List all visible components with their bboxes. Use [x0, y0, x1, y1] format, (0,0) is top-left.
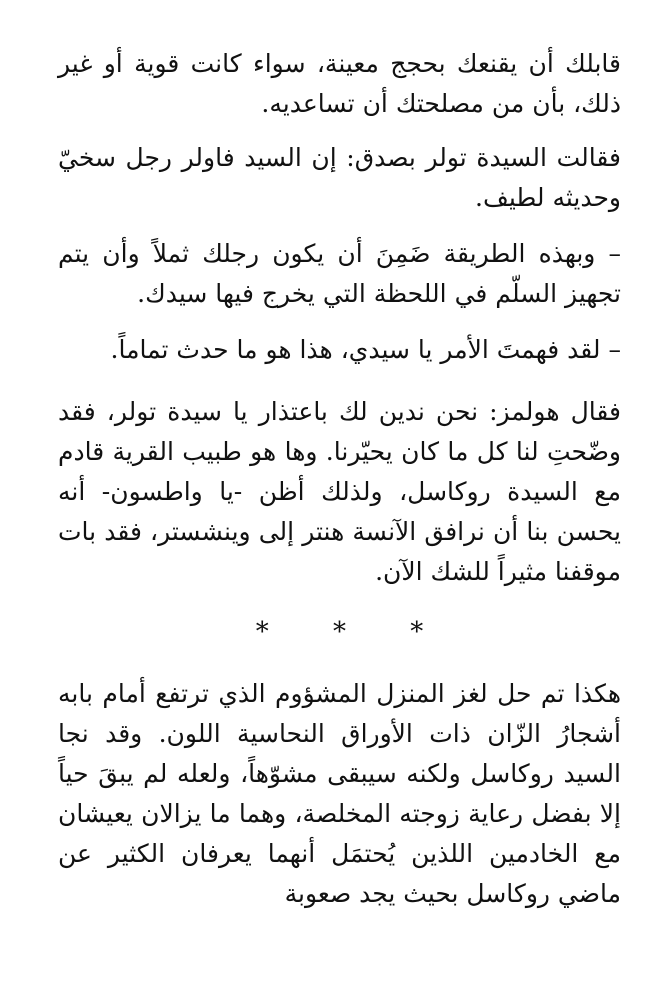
paragraph-1: قابلك أن يقنعك بحجج معينة، سواء كانت قوية أو غير ذلك، بأن من مصلحتك أن تساعديه.: [58, 49, 621, 118]
book-page: [58, 44, 621, 914]
paragraph-6: هكذا تم حل لغز المنزل المشؤوم الذي ترتفع أمام بابه أشجارُ الزّان ذات الأوراق النحاسية اللون. وقد نجا السيد روكاسل ولكنه سيبقى مشوّهاً، ولعله لم يبقَ حياً إلا بفضل رعاية زوجته المخلصة، وهما ما يزالان يعيشان مع الخادمين اللذين يُحتمَل أنهما يعرفان الكثير عن ماضي روكاسل بحيث يجد صعوبة: [58, 679, 621, 908]
paragraph-2: فقالت السيدة تولر بصدق: إن السيد فاولر رجل سخيّ وحديثه لطيف.: [58, 143, 621, 212]
paragraph-5: فقال هولمز: نحن ندين لك باعتذار يا سيدة تولر، فقد وضّحتِ لنا كل ما كان يحيّرنا. وها هو طبيب القرية قادم مع السيدة روكاسل، ولذلك أظن -يا واطسون- أنه يحسن بنا أن نرافق الآنسة هنتر إلى وينشستر، فقد بات موقفنا مثيراً للشك الآن.: [58, 397, 621, 586]
paragraph-3: – وبهذه الطريقة ضَمِنَ أن يكون رجلك ثملاً وأن يتم تجهيز السلّم في اللحظة التي يخرج فيها سيدك.: [58, 239, 621, 308]
section-separator: * * *: [255, 617, 452, 647]
paragraph-4: – لقد فهمتَ الأمر يا سيدي، هذا هو ما حدث تماماً.: [110, 335, 621, 364]
